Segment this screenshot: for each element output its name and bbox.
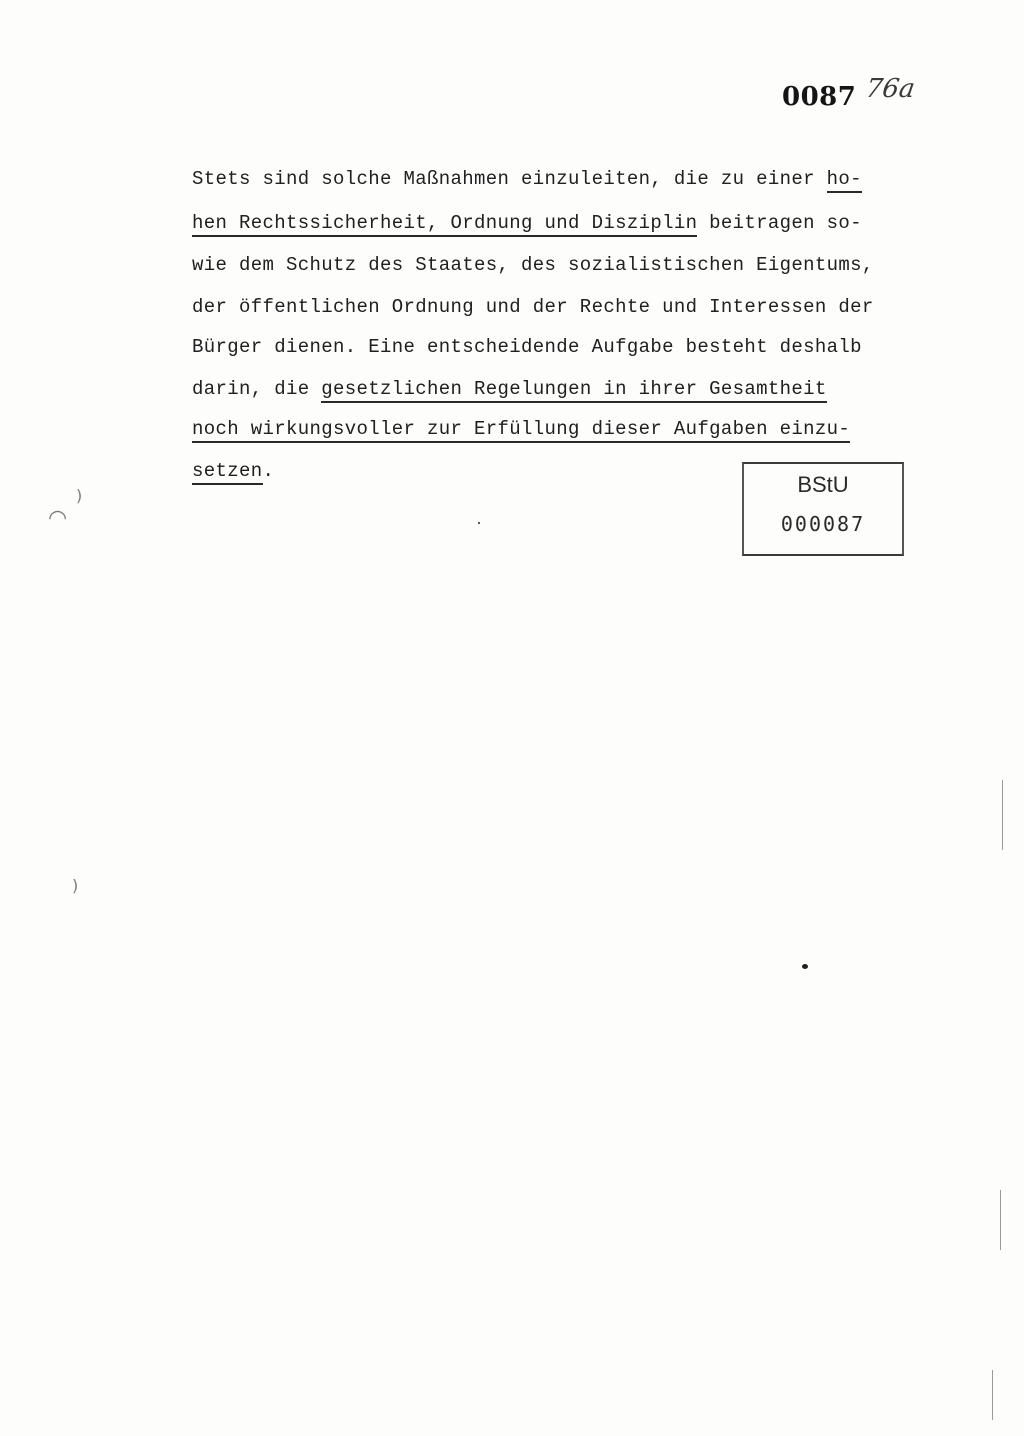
underlined-text: gesetzlichen Regelungen in ihrer Gesamtheit [321,378,826,403]
ink-dot [478,522,480,524]
underlined-text: noch wirkungsvoller zur Erfüllung dieser Aufgaben einzu- [192,418,850,443]
text-segment: . [262,460,275,482]
margin-bracket-mark: ) [72,876,79,895]
text-segment: der öffentlichen Ordnung und der Rechte und Interessen der [192,296,874,318]
margin-punch-hole-mark: ◠ [48,506,68,531]
archive-stamp [742,462,904,556]
scan-edge-line [1000,1190,1001,1250]
text-segment: wie dem Schutz des Staates, des sozialistischen Eigentums, [192,254,874,276]
ink-dot [802,964,808,969]
page-number: 0087 [782,82,857,112]
text-segment: beitragen so- [697,212,862,234]
text-line [192,296,874,318]
text-line [192,168,862,190]
text-line [192,418,850,440]
text-line [192,336,862,358]
stamp-label: BStU [797,472,849,497]
underlined-text: setzen [192,460,263,485]
text-line [192,378,827,400]
text-line [192,212,862,234]
text-line [192,254,874,276]
handwritten-page-annotation: 76a [863,74,917,104]
text-segment: Bürger dienen. Eine entscheidende Aufgabe besteht deshalb [192,336,862,358]
stamp-number: 000087 [780,512,866,536]
text-segment: darin, die [192,378,322,400]
underlined-text: ho- [827,168,862,193]
underlined-text: hen Rechtssicherheit, Ordnung und Disziplin [192,212,697,237]
text-segment: Stets sind solche Maßnahmen einzuleiten, die zu einer [192,168,827,190]
scan-edge-line [1002,780,1003,850]
margin-bracket-mark: ) [76,486,83,505]
text-line [192,460,274,482]
scan-edge-line [992,1370,993,1420]
